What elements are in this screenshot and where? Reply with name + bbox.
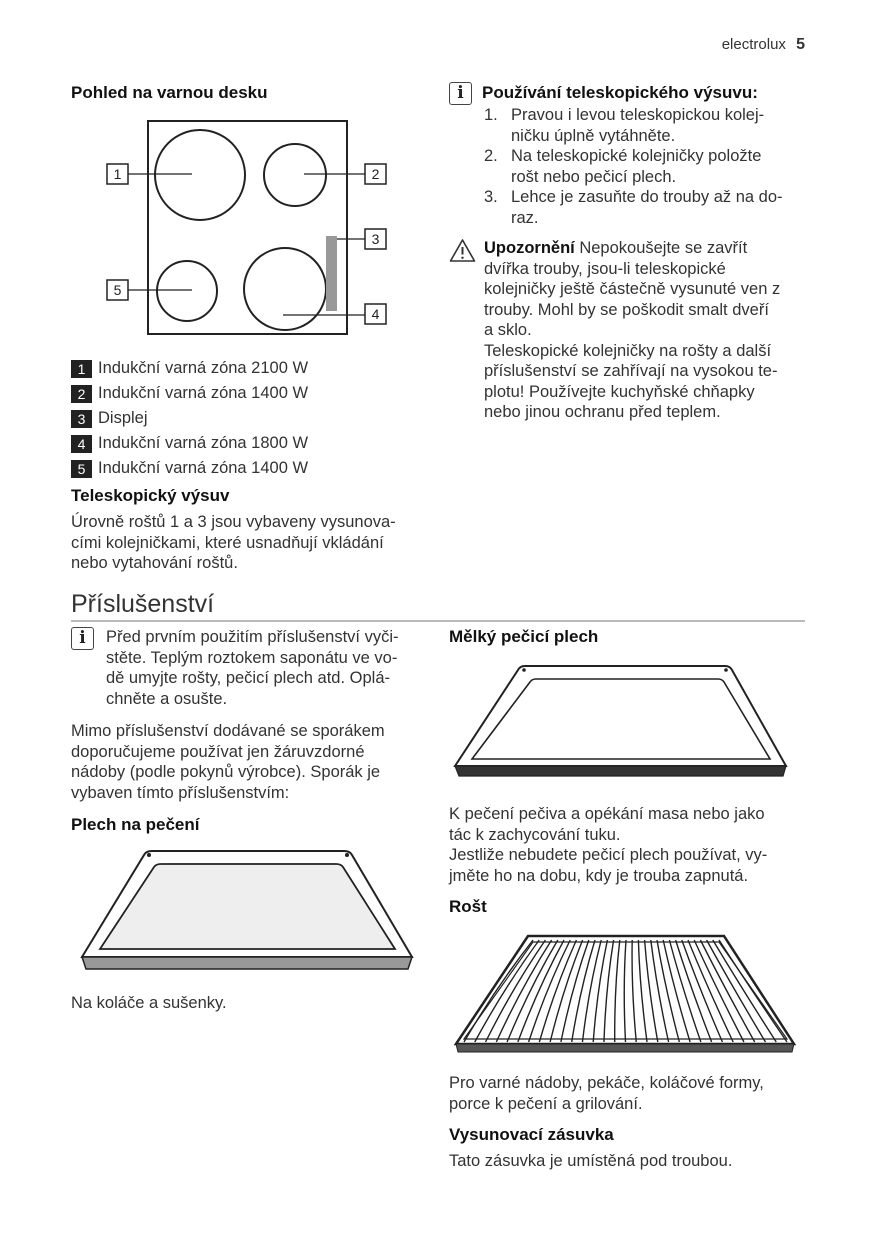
brand-name: electrolux — [721, 36, 786, 53]
legend-item — [71, 431, 308, 456]
text-line: Teleskopické kolejničky na rošty a další — [484, 341, 772, 360]
legend-item — [71, 381, 308, 406]
text-line: cími kolejničkami, které usnadňují vkládání — [71, 533, 384, 552]
text-line: nebo vytahování roštů. — [71, 554, 238, 572]
text-line: stěte. Teplým roztokem saponátu ve vo- — [106, 648, 398, 667]
text-line: a sklo. — [484, 321, 532, 339]
callout-2: 2 — [371, 166, 380, 182]
legend-item — [71, 456, 308, 481]
hob-legend — [71, 356, 308, 481]
drawer-caption: Tato zásuvka je umístěná pod troubou. — [449, 1152, 733, 1170]
accessories-text — [71, 721, 431, 803]
shallow-tray-image — [450, 660, 792, 784]
baking-tray-image — [72, 845, 418, 975]
legend-label: Displej — [98, 409, 148, 427]
zone-5 — [157, 261, 217, 321]
text-line: Před prvním použitím příslušenství vyči- — [106, 628, 399, 646]
shallow-tray-caption — [449, 804, 809, 886]
text-line: trouby. Mohl by se poškodit smalt dveří — [484, 300, 769, 319]
warning-icon — [449, 238, 476, 263]
telescopic-title: Teleskopický výsuv — [71, 486, 230, 505]
text-line: dvířka trouby, jsou-li teleskopické — [484, 259, 726, 278]
zone-2 — [264, 144, 326, 206]
legend-number: 4 — [71, 435, 92, 453]
baking-tray-title: Plech na pečení — [71, 815, 200, 834]
using-telescopic-title: Používání teleskopického výsuvu: — [482, 83, 758, 102]
text-line: vybaven tímto příslušenstvím: — [71, 783, 290, 802]
display-bar — [326, 236, 337, 311]
text-line: Úrovně roštů 1 a 3 jsou vybaveny vysunova- — [71, 513, 396, 531]
text-line: chněte a osušte. — [106, 689, 228, 708]
shallow-tray-title: Mělký pečicí plech — [449, 627, 599, 646]
legend-label: Indukční varná zóna 2100 W — [98, 359, 309, 377]
warning-block: Upozornění Nepokoušejte se zavřít dvířka trouby, jsou-li teleskopické kolejničky ještě částečně vysunuté ven z trouby. Mohl by se poškodit smalt dveří a sklo. Teleskopické kolejničky na rošty a další příslušenství se zahřívají na vysokou te- plotu! Používejte kuchyňské chňapky nebo jinou ochranu před teplem. — [449, 238, 819, 423]
callout-3: 3 — [371, 231, 380, 247]
accessories-info — [71, 627, 431, 709]
baking-tray-caption: Na koláče a sušenky. — [71, 994, 227, 1012]
using-telescopic-block — [449, 82, 819, 228]
legend-label: Indukční varná zóna 1800 W — [98, 434, 309, 452]
rack-caption — [449, 1073, 809, 1114]
text-line: Mimo příslušenství dodávané se sporákem — [71, 722, 385, 740]
telescopic-text — [71, 512, 431, 574]
rack-image — [450, 928, 798, 1058]
legend-label: Indukční varná zóna 1400 W — [98, 459, 309, 477]
warning-label: Upozornění — [484, 239, 575, 257]
hob-title: Pohled na varnou desku — [71, 83, 268, 102]
legend-number: 2 — [71, 385, 92, 403]
text-line: doporučujeme používat jen žáruvzdorné — [71, 742, 365, 761]
text-line: kolejničky ještě částečně vysunuté ven z — [484, 280, 781, 298]
list-item: 3. Lehce je zasuňte do trouby až na do- raz. — [484, 188, 783, 227]
zone-1 — [155, 130, 245, 220]
text-line: porce k pečení a grilování. — [449, 1094, 643, 1113]
steps-list — [449, 105, 819, 228]
legend-label: Indukční varná zóna 1400 W — [98, 384, 309, 402]
legend-number: 5 — [71, 460, 92, 478]
text-line: Jestliže nebudete pečicí plech používat, vy- — [449, 846, 768, 864]
callout-5: 5 — [113, 282, 122, 298]
text-line: jměte ho na dobu, kdy je trouba zapnutá. — [449, 866, 749, 885]
legend-item — [71, 406, 308, 431]
callout-1: 1 — [113, 166, 122, 182]
info-icon: i — [71, 627, 94, 650]
text-line: plotu! Používejte kuchyňské chňapky — [484, 382, 755, 401]
text-line: nádoby (podle pokynů výrobce). Sporák je — [71, 763, 381, 781]
hob-diagram — [100, 112, 400, 344]
text-line: Pro varné nádoby, pekáče, koláčové formy, — [449, 1074, 764, 1092]
page-header — [722, 36, 805, 54]
legend-number: 3 — [71, 410, 92, 428]
rack-title: Rošt — [449, 897, 487, 916]
text-line: nebo jinou ochranu před teplem. — [484, 403, 721, 421]
text-line: příslušenství se zahřívají na vysokou te- — [484, 362, 778, 380]
page-number: 5 — [796, 36, 805, 53]
text-line: K pečení pečiva a opékání masa nebo jako — [449, 805, 765, 823]
drawer-title: Vysunovací zásuvka — [449, 1125, 614, 1144]
zone-4 — [244, 248, 326, 330]
section-divider — [71, 620, 805, 622]
info-icon: i — [449, 82, 472, 105]
text-line: tác k zachycování tuku. — [449, 825, 621, 844]
legend-item — [71, 356, 308, 381]
section-title: Příslušenství — [71, 590, 215, 618]
legend-number: 1 — [71, 360, 92, 378]
callout-4: 4 — [371, 306, 380, 322]
list-item: 1. Pravou i levou teleskopickou kolej- ničku úplně vytáhněte. — [484, 106, 765, 145]
text-line: dě umyjte rošty, pečicí plech atd. Oplá- — [106, 669, 390, 687]
list-item: 2. Na teleskopické kolejničky položte rošt nebo pečicí plech. — [484, 147, 762, 186]
